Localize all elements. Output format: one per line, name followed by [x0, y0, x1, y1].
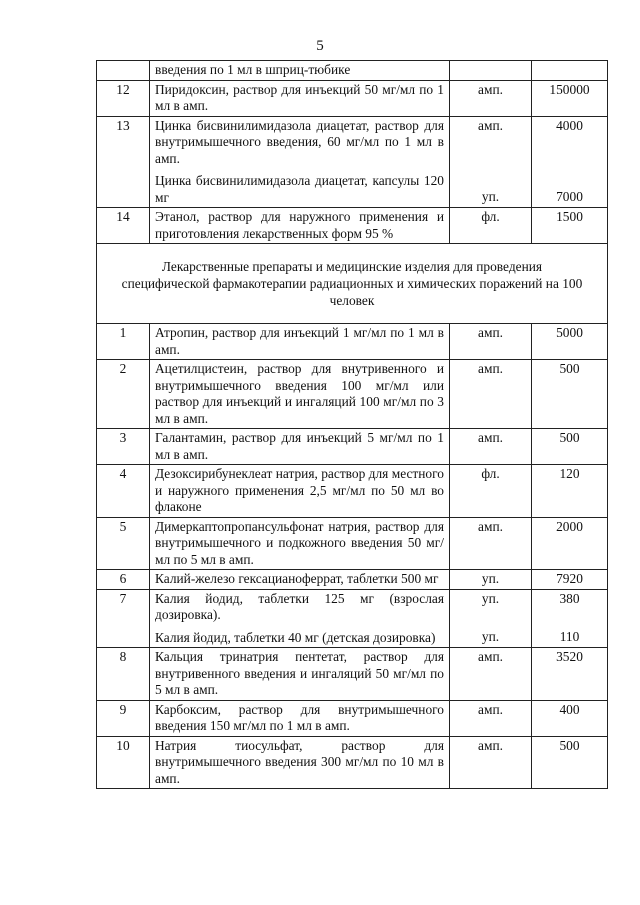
table-row: [97, 324, 608, 360]
quantity-cell: [532, 324, 608, 360]
quantity-cell: [532, 429, 608, 465]
row-number: 5: [97, 517, 150, 570]
unit-text: амп.: [478, 649, 503, 664]
quantity-cell: [532, 360, 608, 429]
table-row: [97, 648, 608, 701]
item-name: [150, 465, 450, 518]
row-number: 1: [97, 324, 150, 360]
unit-text: уп.: [481, 571, 500, 586]
item-name: [150, 80, 450, 116]
row-number: 13: [97, 116, 150, 208]
unit-cell: [450, 61, 532, 81]
unit-cell: [450, 517, 532, 570]
unit-cell: [450, 324, 532, 360]
unit-text: уп.: [481, 590, 500, 606]
table-row: [97, 517, 608, 570]
unit-cell: [450, 736, 532, 789]
quantity-cell: [532, 208, 608, 244]
quantity-text: 120: [559, 466, 580, 481]
unit-text: уп.: [481, 189, 500, 204]
item-name: [150, 570, 450, 590]
row-number: 3: [97, 429, 150, 465]
table-row: [97, 570, 608, 590]
page-number: 5: [316, 38, 324, 54]
quantity-text: 1500: [556, 209, 583, 224]
quantity-text: 500: [559, 737, 580, 753]
item-name: [150, 324, 450, 360]
item-name-text: Калия йодид, таблетки 125 мг (взрослая дозировка).: [155, 590, 444, 622]
item-name-text: Калия йодид, таблетки 40 мг (детская дозировка): [155, 629, 436, 645]
quantity-cell: [532, 700, 608, 736]
quantity-text: 7920: [556, 571, 583, 586]
unit-text: амп.: [478, 737, 503, 753]
unit-cell: [450, 80, 532, 116]
table-row: [97, 360, 608, 429]
item-name: [150, 736, 450, 789]
item-name-text: Димеркаптопропансульфонат натрия, раствор для внутримышечного и подкожного введения 50 мг/мл по 5 мл в амп.: [155, 518, 444, 567]
item-name-text: введения по 1 мл в шприц-тюбике: [155, 62, 351, 77]
unit-text: амп.: [478, 361, 503, 376]
item-name-text: Галантамин, раствор для инъекций 5 мг/мл по 1 мл в амп.: [155, 430, 444, 462]
unit-text: амп.: [478, 325, 503, 340]
item-name-text: Цинка бисвинилимидазола диацетат, капсулы 120 мг: [155, 173, 444, 205]
unit-text: амп.: [478, 701, 503, 717]
unit-cell: [450, 360, 532, 429]
quantity-cell: [532, 736, 608, 789]
unit-text: амп.: [478, 81, 503, 97]
table-row: [97, 589, 608, 648]
section-heading: Лекарственные препараты и медицинские изделия для проведения специфической фармакотерапии радиационных и химических поражений на 100 человек: [97, 244, 608, 324]
item-name-text: Цинка бисвинилимидазола диацетат, раствор для внутримышечного введения, 60 мг/мл по 1 мл в амп.: [155, 117, 444, 166]
item-name: [150, 116, 450, 208]
quantity-text: 7000: [556, 189, 583, 204]
quantity-cell: [532, 465, 608, 518]
table-row: [97, 80, 608, 116]
table-row: [97, 429, 608, 465]
quantity-cell: [532, 589, 608, 648]
row-number: 8: [97, 648, 150, 701]
item-name: [150, 208, 450, 244]
item-name-text: Калий-железо гексацианоферрат, таблетки 500 мг: [155, 571, 439, 586]
unit-cell: [450, 570, 532, 590]
unit-cell: [450, 116, 532, 208]
unit-cell: [450, 208, 532, 244]
quantity-text: 400: [559, 701, 580, 717]
row-number: 6: [97, 570, 150, 590]
quantity-cell: [532, 648, 608, 701]
item-name-text: Карбоксим, раствор для внутримышечного введения 150 мг/мл по 1 мл в амп.: [155, 701, 444, 733]
table-row: [97, 700, 608, 736]
unit-cell: [450, 429, 532, 465]
quantity-cell: [532, 61, 608, 81]
quantity-cell: [532, 570, 608, 590]
quantity-text: 110: [559, 629, 580, 644]
row-number: 7: [97, 589, 150, 648]
row-number: [97, 61, 150, 81]
unit-text: фл.: [481, 209, 500, 224]
table-row: [97, 208, 608, 244]
unit-text: фл.: [481, 466, 500, 481]
item-name-text: Дезоксирибунеклеат натрия, раствор для местного и наружного применения 2,5 мг/мл по 50 мл во флаконе: [155, 466, 444, 514]
quantity-text: 5000: [556, 325, 583, 340]
item-name-text: Пиридоксин, раствор для инъекций 50 мг/мл по 1 мл в амп.: [155, 81, 444, 113]
quantity-text: [537, 62, 602, 79]
row-number: 2: [97, 360, 150, 429]
item-name-text: Натрия тиосульфат, раствор для внутримышечного введения 300 мг/мл по 10 мл в амп.: [155, 737, 444, 786]
row-number: 4: [97, 465, 150, 518]
item-name: [150, 429, 450, 465]
quantity-text: 3520: [556, 649, 583, 664]
table-row: [97, 465, 608, 518]
unit-cell: [450, 700, 532, 736]
unit-text: амп.: [478, 117, 503, 133]
row-number: 12: [97, 80, 150, 116]
unit-text: амп.: [478, 518, 503, 534]
unit-text: [455, 62, 526, 79]
quantity-text: 4000: [556, 117, 583, 133]
unit-text: амп.: [478, 430, 503, 445]
quantity-text: 500: [559, 430, 580, 445]
quantity-cell: [532, 517, 608, 570]
table-row: [97, 61, 608, 81]
unit-cell: [450, 465, 532, 518]
table-row: [97, 736, 608, 789]
supplies-table: [96, 60, 608, 789]
quantity-cell: [532, 80, 608, 116]
row-number: 14: [97, 208, 150, 244]
item-name-text: Кальция тринатрия пентетат, раствор для внутривенного введения и ингаляций 50 мг/мл по 5 мл в амп.: [155, 649, 444, 697]
unit-text: уп.: [481, 629, 500, 644]
item-name: [150, 360, 450, 429]
row-number: 9: [97, 700, 150, 736]
item-name: [150, 700, 450, 736]
section-heading-row: [97, 244, 608, 324]
item-name: [150, 589, 450, 648]
item-name-text: Этанол, раствор для наружного применения и приготовления лекарственных форм 95 %: [155, 209, 444, 241]
item-name-text: Атропин, раствор для инъекций 1 мг/мл по 1 мл в амп.: [155, 325, 444, 357]
quantity-cell: [532, 116, 608, 208]
table-row: [97, 116, 608, 208]
quantity-text: 2000: [556, 518, 583, 534]
unit-cell: [450, 648, 532, 701]
row-number: 10: [97, 736, 150, 789]
unit-cell: [450, 589, 532, 648]
item-name: [150, 61, 450, 81]
quantity-text: 150000: [549, 81, 590, 97]
quantity-text: 380: [559, 590, 580, 606]
quantity-text: 500: [559, 361, 580, 376]
item-name-text: Ацетилцистеин, раствор для внутривенного и внутримышечного введения 100 мг/мл или раствор для инъекций и ингаляций 100 мг/мл по 3 мл в амп.: [155, 361, 444, 426]
item-name: [150, 648, 450, 701]
item-name: [150, 517, 450, 570]
